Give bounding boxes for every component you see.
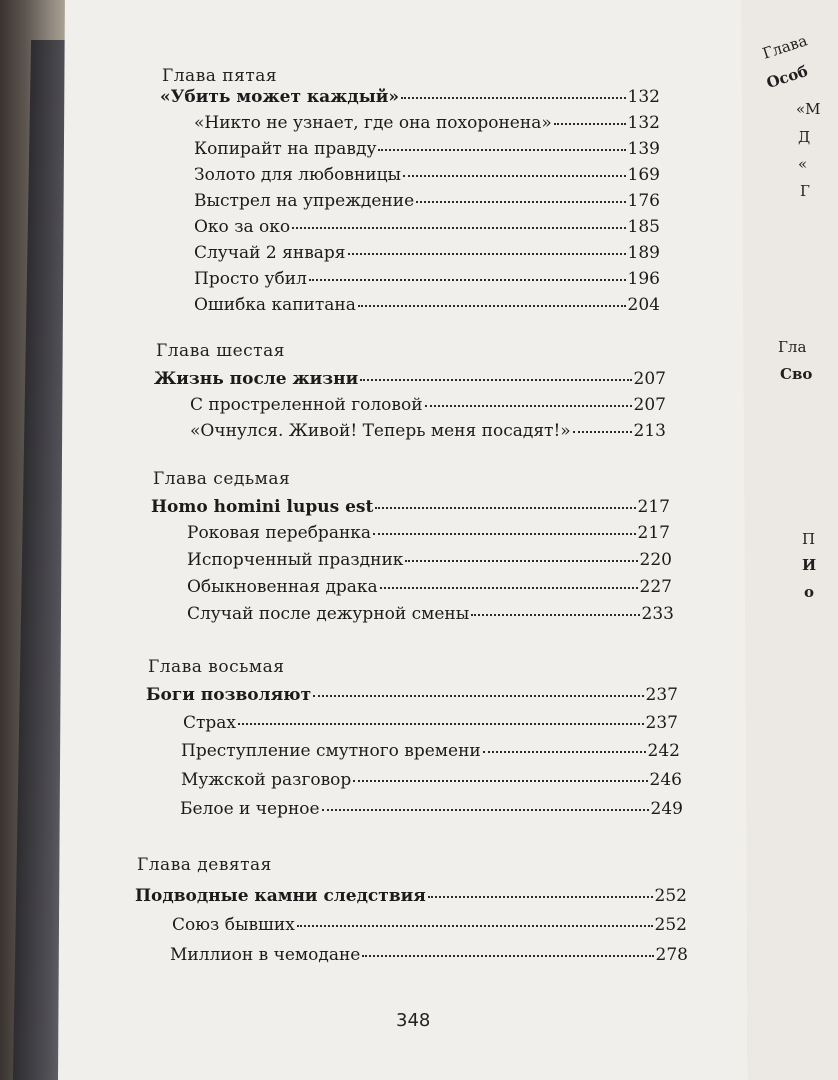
right-page-fragment: Д xyxy=(798,128,811,146)
toc-entry xyxy=(194,239,660,263)
entry-title: Копирайт на правду xyxy=(194,139,377,159)
page-ref: 252 xyxy=(654,886,687,906)
toc-entry xyxy=(170,941,688,965)
right-page-fragment: Глава xyxy=(760,31,810,63)
entry-title: Роковая перебранка xyxy=(187,523,372,543)
toc-entry xyxy=(190,417,666,441)
chapter-title-entry xyxy=(146,681,678,705)
toc-entry xyxy=(187,573,672,597)
dot-leader xyxy=(309,262,626,281)
dot-leader xyxy=(416,184,625,203)
page-ref: 189 xyxy=(627,243,660,263)
dot-leader xyxy=(573,414,632,433)
toc-entry xyxy=(172,911,687,935)
dot-leader xyxy=(405,543,637,562)
toc-entry xyxy=(183,709,678,733)
page-ref: 278 xyxy=(655,945,688,965)
dot-leader xyxy=(313,678,643,697)
toc-entry xyxy=(194,109,660,133)
page-ref: 252 xyxy=(654,915,687,935)
entry-title: Око за око xyxy=(194,217,291,237)
page-ref: 207 xyxy=(633,395,666,415)
dot-leader xyxy=(358,288,626,307)
toc-entry xyxy=(190,391,666,415)
chapter-label: Глава шестая xyxy=(156,341,285,361)
entry-title: Страх xyxy=(183,713,237,733)
toc-entry xyxy=(194,291,660,315)
entry-title: С простреленной головой xyxy=(190,395,423,415)
chapter-title: «Убить может каждый» xyxy=(160,87,399,107)
dot-leader xyxy=(297,908,653,927)
toc-entry xyxy=(194,265,660,289)
page-number: 348 xyxy=(396,1010,431,1031)
page-ref: 242 xyxy=(647,741,680,761)
toc-entry xyxy=(187,546,672,570)
page-ref: 207 xyxy=(633,369,666,389)
chapter-title-entry xyxy=(154,365,666,389)
page-ref: 217 xyxy=(637,523,670,543)
dot-leader xyxy=(238,706,644,725)
chapter-title-entry xyxy=(135,882,687,906)
chapter-title: Боги позволяют xyxy=(146,685,312,705)
dot-leader xyxy=(378,132,625,151)
dot-leader xyxy=(353,763,647,782)
entry-title: Золото для любовницы xyxy=(194,165,402,185)
entry-title: Обыкновенная драка xyxy=(187,577,378,597)
dot-leader xyxy=(425,388,632,407)
right-page-fragment: Гла xyxy=(778,338,807,356)
toc-entry xyxy=(181,766,682,790)
chapter-title: Homo homini lupus est xyxy=(151,497,374,517)
dot-leader xyxy=(348,236,626,255)
entry-title: «Очнулся. Живой! Теперь меня посадят!» xyxy=(190,421,571,441)
page-ref: 217 xyxy=(637,497,670,517)
dot-leader xyxy=(380,570,638,589)
page-ref: 132 xyxy=(627,113,660,133)
page-ref: 246 xyxy=(649,770,682,790)
chapter-label: Глава девятая xyxy=(137,855,272,875)
toc-entry xyxy=(194,187,660,211)
dot-leader xyxy=(292,210,625,229)
toc-entry xyxy=(181,737,680,761)
entry-title: Просто убил xyxy=(194,269,307,289)
right-page-fragment: « xyxy=(798,155,808,173)
page-ref: 176 xyxy=(627,191,660,211)
right-page-fragment: П xyxy=(802,530,816,548)
toc-entry xyxy=(180,795,683,819)
page-ref: 185 xyxy=(627,217,660,237)
dot-leader xyxy=(362,938,653,957)
page-ref: 196 xyxy=(627,269,660,289)
page-ref: 237 xyxy=(645,685,678,705)
chapter-title: Подводные камни следствия xyxy=(135,886,426,906)
dot-leader xyxy=(471,597,639,616)
page-ref: 249 xyxy=(650,799,683,819)
dot-leader xyxy=(322,792,649,811)
page-ref: 169 xyxy=(627,165,660,185)
page-ref: 237 xyxy=(645,713,678,733)
right-page-fragment: И xyxy=(802,556,817,574)
dot-leader xyxy=(554,106,626,125)
chapter-title: Жизнь после жизни xyxy=(154,369,359,389)
entry-title: Мужской разговор xyxy=(181,770,352,790)
chapter-title-entry xyxy=(160,83,660,107)
entry-title: Союз бывших xyxy=(172,915,295,935)
dot-leader xyxy=(428,879,653,898)
chapter-label: Глава восьмая xyxy=(148,657,285,677)
dot-leader xyxy=(360,362,631,381)
toc-entry xyxy=(187,519,670,543)
entry-title: Случай 2 января xyxy=(194,243,346,263)
right-page-fragment: Г xyxy=(800,182,810,200)
page-ref: 139 xyxy=(627,139,660,159)
toc-entry xyxy=(187,600,674,624)
toc-entry xyxy=(194,213,660,237)
right-page-fragment: о xyxy=(804,583,815,601)
page-ref: 132 xyxy=(627,87,660,107)
dot-leader xyxy=(373,516,636,535)
entry-title: Ошибка капитана xyxy=(194,295,356,315)
entry-title: Миллион в чемодане xyxy=(170,945,361,965)
dot-leader xyxy=(483,734,646,753)
entry-title: Белое и черное xyxy=(180,799,320,819)
right-page-fragment: Особ xyxy=(764,61,810,93)
chapter-label: Глава седьмая xyxy=(153,469,291,489)
chapter-title-entry xyxy=(151,493,670,517)
chapter-label: Глава пятая xyxy=(162,66,278,86)
dot-leader xyxy=(403,158,625,177)
page-ref: 227 xyxy=(639,577,672,597)
toc-entry xyxy=(194,135,660,159)
page-ref: 220 xyxy=(639,550,672,570)
entry-title: «Никто не узнает, где она похоронена» xyxy=(194,113,552,133)
entry-title: Выстрел на упреждение xyxy=(194,191,415,211)
page-ref: 204 xyxy=(627,295,660,315)
entry-title: Преступление смутного времени xyxy=(181,741,481,761)
page-ref: 213 xyxy=(633,421,666,441)
entry-title: Случай после дежурной смены xyxy=(187,604,470,624)
entry-title: Испорченный праздник xyxy=(187,550,404,570)
page-ref: 233 xyxy=(641,604,674,624)
right-page-fragment: «М xyxy=(796,100,821,118)
right-page-fragment: Сво xyxy=(780,365,813,383)
dot-leader xyxy=(401,80,626,99)
dot-leader xyxy=(375,490,635,509)
toc-entry xyxy=(194,161,660,185)
